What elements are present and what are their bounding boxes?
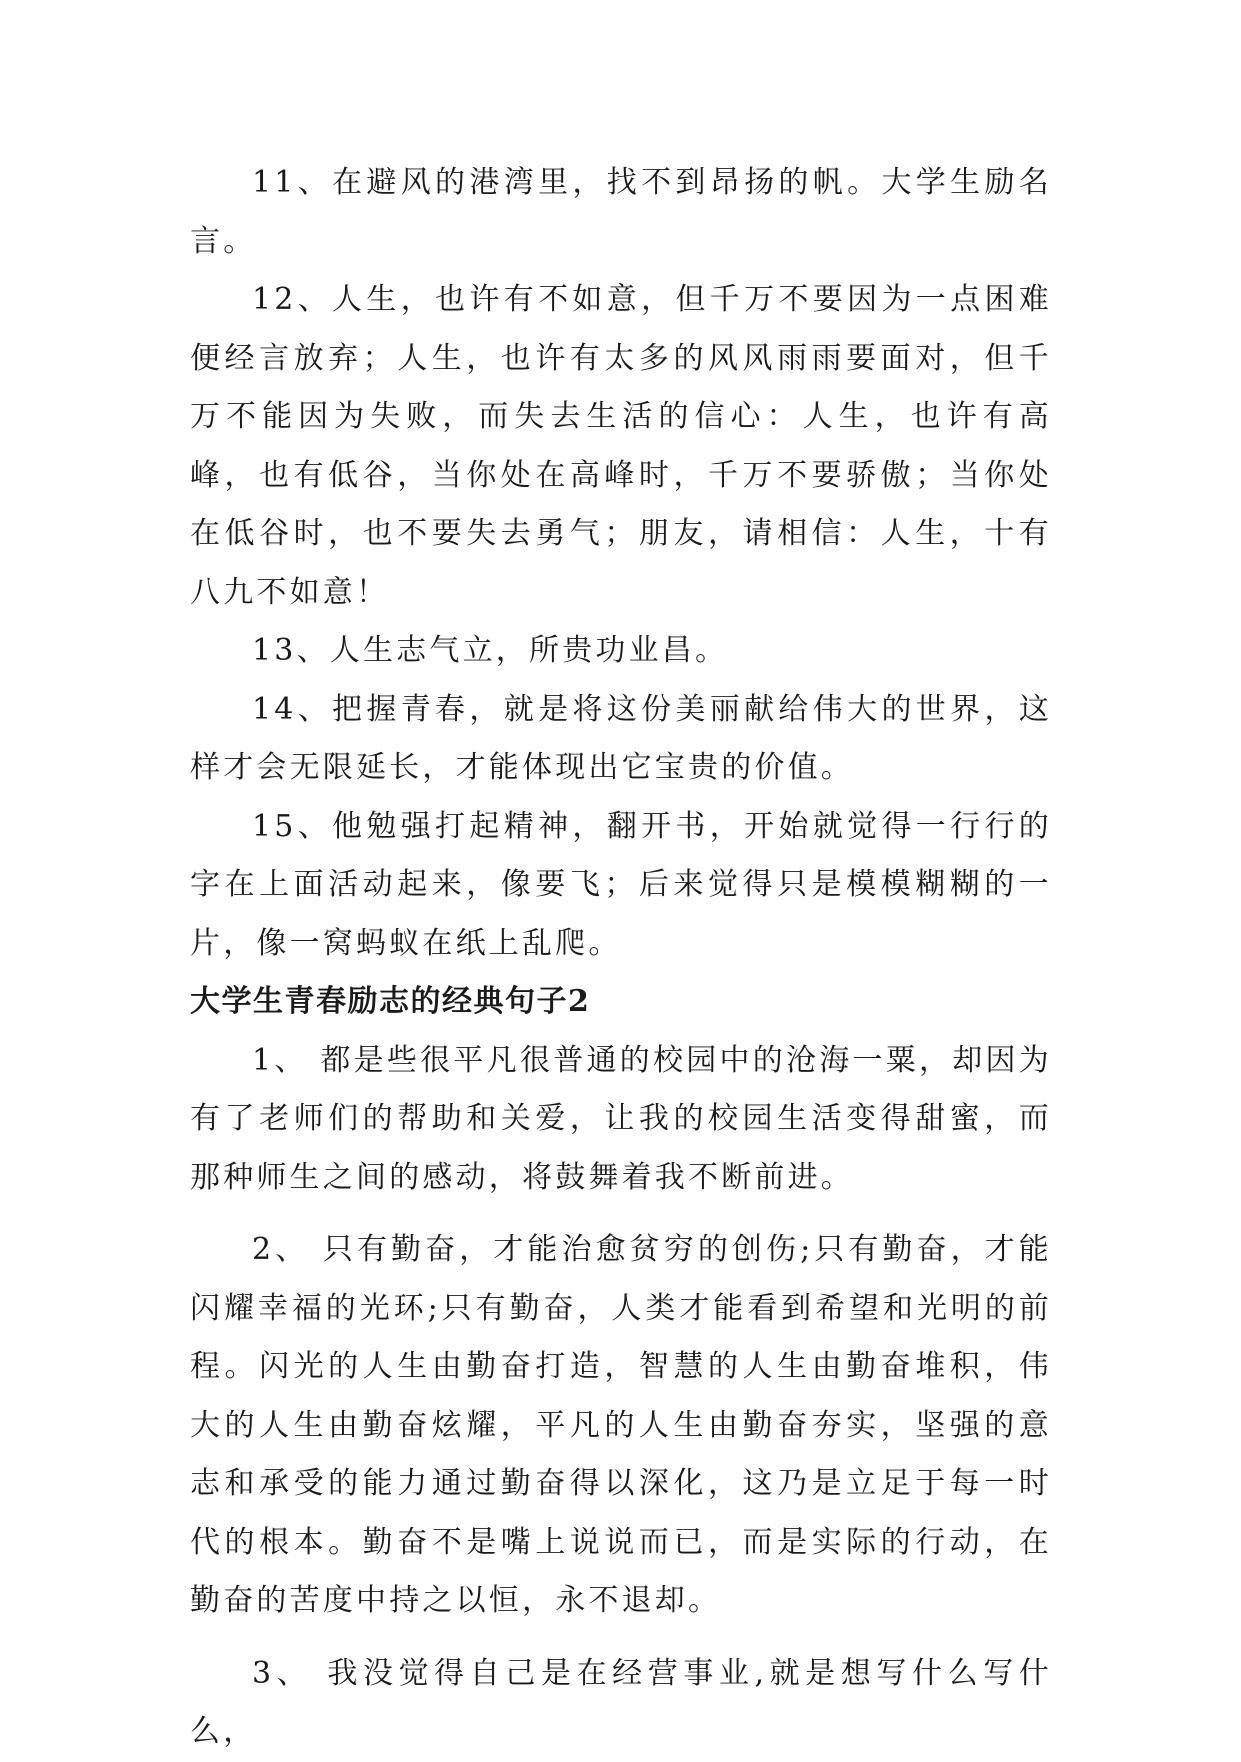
paragraph-item-2: 2、 只有勤奋，才能治愈贫穷的创伤;只有勤奋，才能闪耀幸福的光环;只有勤奋，人类才能看到希望和光明的前程。闪光的人生由勤奋打造，智慧的人生由勤奋堆积，伟大的人生由勤奋炫耀，平凡的人生由勤奋夯实，坚强的意志和承受的能力通过勤奋得以深化，这乃是立足于每一时代的根本。勤奋不是嘴上说说而已，而是实际的行动，在勤奋的苦度中持之以恒，永不退却。 xyxy=(190,1232,1052,1618)
paragraph-item-14: 14、把握青春，就是将这份美丽献给伟大的世界，这样才会无限延长，才能体现出它宝贵的价值。 xyxy=(190,691,1052,785)
paragraph-item-3: 3、 我没觉得自己是在经营事业,就是想写什么写什么， xyxy=(190,1655,1052,1749)
paragraph-item-1: 1、 都是些很平凡很普通的校园中的沧海一粟，却因为有了老师们的帮助和关爱，让我的校园生活变得甜蜜，而那种师生之间的感动，将鼓舞着我不断前进。 xyxy=(190,1042,1052,1195)
document-page xyxy=(190,154,1052,1762)
section-heading: 大学生青春励志的经典句子2 xyxy=(190,984,591,1019)
paragraph-item-15: 15、他勉强打起精神，翻开书，开始就觉得一行行的字在上面活动起来，像要飞；后来觉得只是模模糊糊的一片，像一窝蚂蚁在纸上乱爬。 xyxy=(190,808,1052,961)
paragraph-item-11: 11、在避风的港湾里，找不到昂扬的帆。大学生励名言。 xyxy=(190,165,1052,259)
paragraph-item-12: 12、人生，也许有不如意，但千万不要因为一点困难便经言放弃；人生，也许有太多的风风雨雨要面对，但千万不能因为失败，而失去生活的信心：人生，也许有高峰，也有低谷，当你处在高峰时，千万不要骄傲；当你处在低谷时，也不要失去勇气；朋友，请相信：人生，十有八九不如意！ xyxy=(190,282,1052,610)
paragraph-item-13: 13、人生志气立，所贵功业昌。 xyxy=(252,633,729,668)
